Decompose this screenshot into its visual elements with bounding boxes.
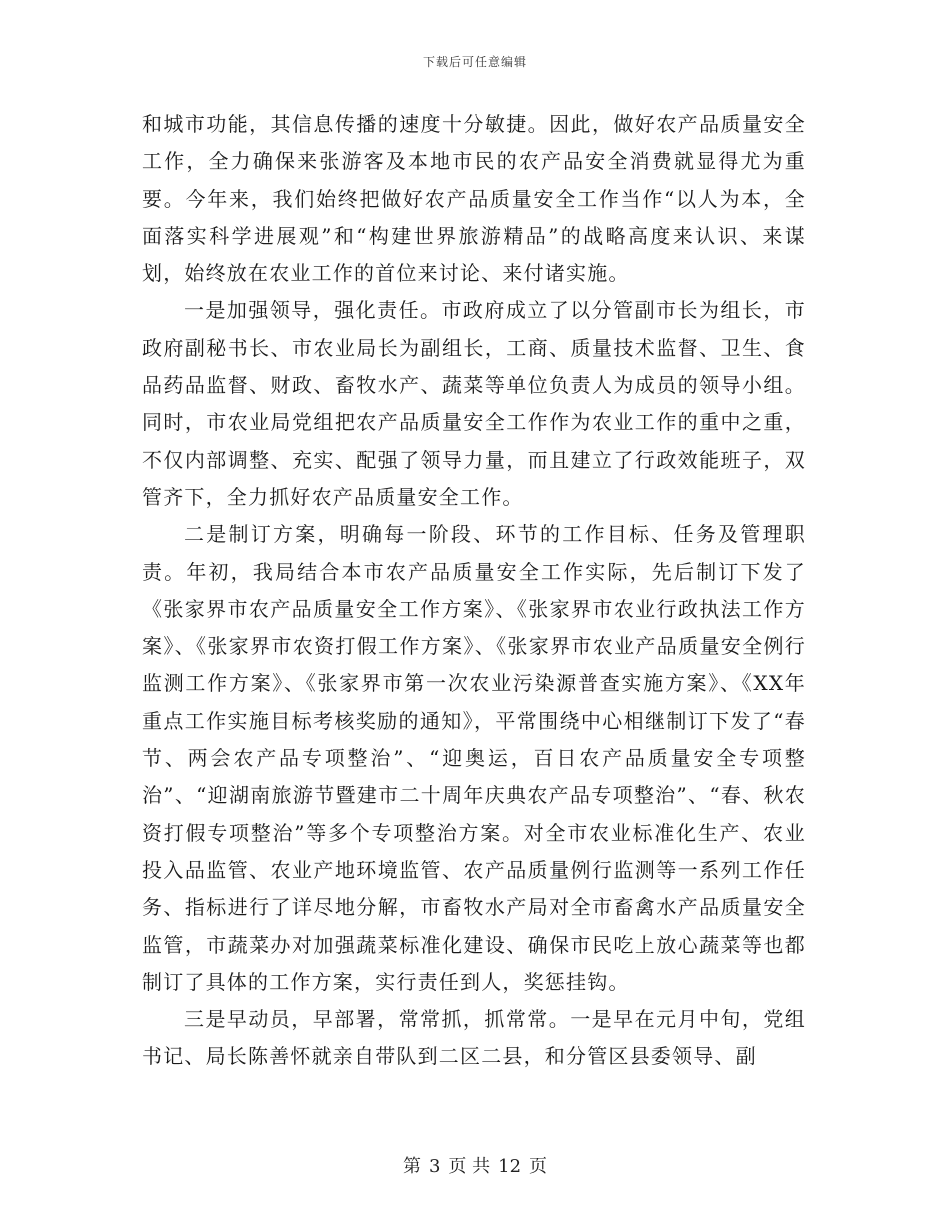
paragraph-intro: 和城市功能，其信息传播的速度十分敏捷。因此，做好农产品质量安全工作，全力确保来张游客及本地市民的农产品安全消费就显得尤为重要。今年来，我们始终把做好农产品质量安全工作当作“以人为本，全面落实科学进展观”和“构建世界旅游精品”的战略高度来认识、来谋划，始终放在农业工作的首位来讨论、来付诸实施。 [142, 112, 806, 286]
footer-prefix: 第 [402, 1156, 421, 1177]
footer-current-page: 3 [428, 1156, 441, 1177]
footer-total-pages: 12 [498, 1156, 522, 1177]
page-footer [0, 1152, 950, 1178]
footer-middle: 页 共 [448, 1156, 491, 1177]
paragraph-plans: 二是制订方案，明确每一阶段、环节的工作目标、任务及管理职责。年初，我局结合本市农产品质量安全工作实际，先后制订下发了《张家界市农产品质量安全工作方案》、《张家界市农业行政执法工作方案》、《张家界市农资打假工作方案》、《张家界市农业产品质量安全例行监测工作方案》、《张家界市第一次农业污染源普查实施方案》、《XX年重点工作实施目标考核奖励的通知》，平常围绕中心相继制订下发了“春节、两会农产品专项整治”、“迎奥运，百日农产品质量安全专项整治”、“迎湖南旅游节暨建市二十周年庆典农产品专项整治”、“春、秋农资打假专项整治”等多个专项整治方案。对全市农业标准化生产、农业投入品监管、农业产地环境监管、农产品质量例行监测等一系列工作任务、指标进行了详尽地分解，市畜牧水产局对全市畜禽水产品质量安全监管，市蔬菜办对加强蔬菜标准化建设、确保市民吃上放心蔬菜等也都制订了具体的工作方案，实行责任到人，奖惩挂钩。 [142, 522, 806, 994]
page-header: 下载后可任意编辑 [422, 55, 527, 69]
document-body [142, 106, 806, 1076]
footer-suffix: 页 [529, 1156, 548, 1177]
paragraph-leadership: 一是加强领导，强化责任。市政府成立了以分管副市长为组长，市政府副秘书长、市农业局长为副组长，工商、质量技术监督、卫生、食品药品监督、财政、畜牧水产、蔬菜等单位负责人为成员的领导小组。同时，市农业局党组把农产品质量安全工作作为农业工作的重中之重，不仅内部调整、充实、配强了领导力量，而且建立了行政效能班子，双管齐下，全力抓好农产品质量安全工作。 [142, 298, 806, 509]
paragraph-mobilization: 三是早动员，早部署，常常抓，抓常常。一是早在元月中旬，党组书记、局长陈善怀就亲自带队到二区二县，和分管区县委领导、副 [142, 1007, 806, 1069]
